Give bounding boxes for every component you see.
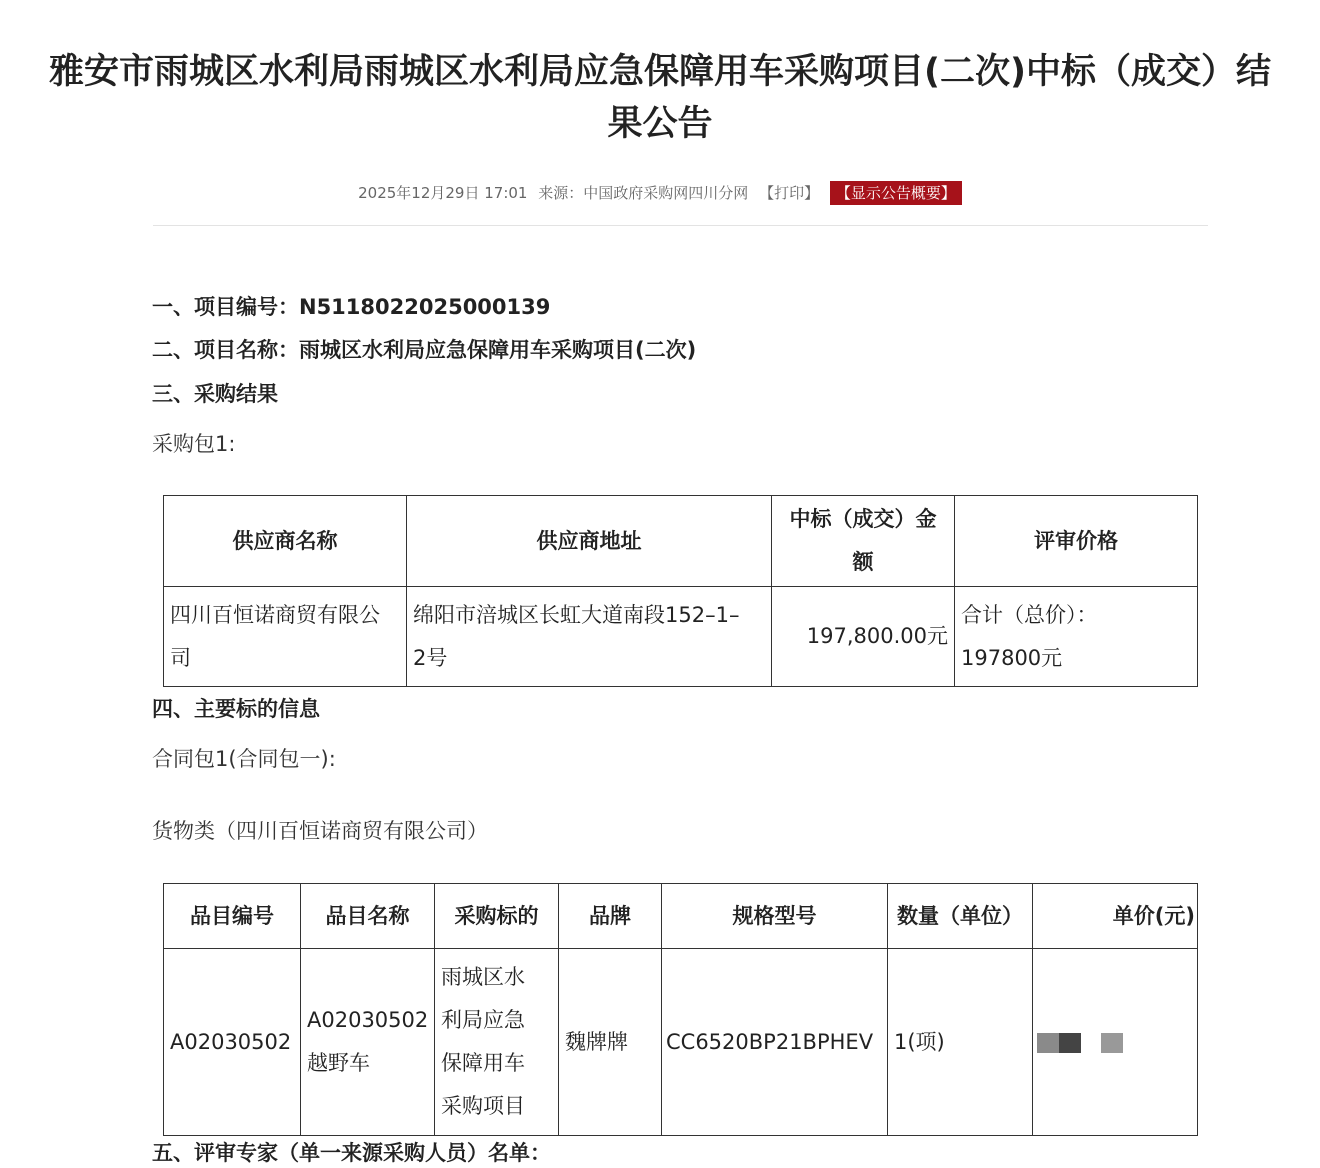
supplier-name-cell: 四川百恒诺商贸有限公 司 — [164, 587, 407, 687]
project-number-line — [152, 292, 550, 322]
result-table — [163, 495, 1198, 687]
subject-heading: 四、主要标的信息 — [152, 697, 320, 721]
source-name: 中国政府采购网四川分网 — [583, 184, 749, 202]
project-number: N5118022025000139 — [299, 295, 551, 319]
publish-datetime: 2025年12月29日 17:01 — [358, 184, 528, 202]
project-name-label: 二、项目名称： — [152, 338, 299, 362]
project-name: 雨城区水利局应急保障用车采购项目(二次) — [299, 338, 697, 362]
header-unit-price: 单价(元) — [1033, 884, 1198, 949]
print-link[interactable]: 【打印】 — [759, 184, 820, 202]
goods-table — [163, 883, 1198, 1136]
title-line-1: 雅安市雨城区水利局雨城区水利局应急保障用车采购项目(二次)中标（成交）结 — [49, 52, 1271, 92]
divider — [153, 225, 1208, 226]
page-title — [0, 46, 1320, 150]
project-name-line — [152, 335, 696, 365]
model-cell: CC6520BP21BPHEV — [662, 949, 888, 1136]
review-price-cell: 合计（总价）： 197800元 — [955, 587, 1198, 687]
header-review-price: 评审价格 — [955, 496, 1198, 587]
supplier-address-cell: 绵阳市涪城区长虹大道南段152–1– 2号 — [407, 587, 772, 687]
header-supplier-name: 供应商名称 — [164, 496, 407, 587]
header-award-amount: 中标（成交）金 额 — [772, 496, 955, 587]
project-number-label: 一、项目编号： — [152, 295, 299, 319]
redacted-price-block — [1037, 1033, 1059, 1053]
award-amount-cell: 197,800.00元 — [772, 587, 955, 687]
package-label: 采购包1: — [152, 432, 236, 456]
meta-bar — [0, 180, 1320, 206]
header-supplier-address: 供应商地址 — [407, 496, 772, 587]
item-code-cell: A02030502 — [164, 949, 301, 1136]
result-table-header — [164, 496, 1198, 587]
redacted-price-block — [1059, 1033, 1081, 1053]
next-section-heading: 五、评审专家（单一来源采购人员）名单： — [152, 1141, 551, 1165]
header-quantity: 数量（单位） — [888, 884, 1033, 949]
table-row — [164, 949, 1198, 1136]
header-item-name: 品目名称 — [301, 884, 435, 949]
source-label: 来源：中国政府采购网四川分网 — [538, 184, 749, 202]
show-summary-button[interactable]: 【显示公告概要】 — [830, 181, 962, 205]
contract-label: 合同包1(合同包一): — [152, 747, 336, 771]
unit-price-cell — [1033, 949, 1198, 1136]
header-subject: 采购标的 — [435, 884, 559, 949]
goods-table-header — [164, 884, 1198, 949]
brand-cell: 魏牌牌 — [559, 949, 662, 1136]
header-item-code: 品目编号 — [164, 884, 301, 949]
header-model: 规格型号 — [662, 884, 888, 949]
result-heading: 三、采购结果 — [152, 382, 278, 406]
subject-cell: 雨城区水 利局应急 保障用车 采购项目 — [435, 949, 559, 1136]
quantity-cell: 1(项) — [888, 949, 1033, 1136]
header-brand: 品牌 — [559, 884, 662, 949]
item-name-cell: A02030502 越野车 — [301, 949, 435, 1136]
goods-label: 货物类（四川百恒诺商贸有限公司） — [152, 819, 488, 843]
table-row — [164, 587, 1198, 687]
redacted-price-block — [1101, 1033, 1123, 1053]
title-line-2: 果公告 — [607, 104, 713, 144]
